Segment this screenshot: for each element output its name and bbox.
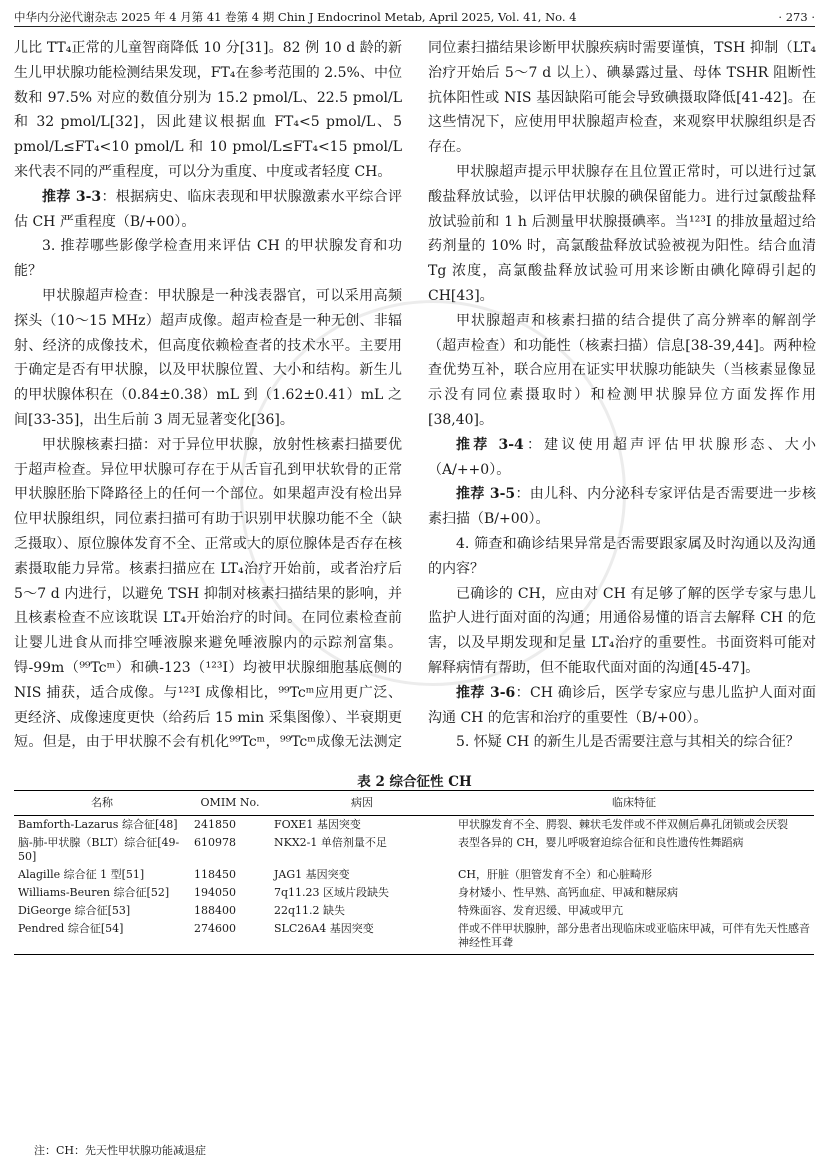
cause-cell: 7q11.23 区域片段缺失 xyxy=(274,886,390,899)
syndrome-name-cell: Bamforth-Lazarus 综合征[48] xyxy=(18,818,178,831)
omim-cell: 188400 xyxy=(194,904,236,917)
body-paragraph: 4. 筛查和确诊结果异常是否需要跟家属及时沟通以及沟通的内容？ xyxy=(428,535,816,577)
body-paragraph: 已确诊的 CH，应由对 CH 有足够了解的医学专家与患儿监护人进行面对面的沟通；用通俗易懂的语言去解释 CH 的危害，以及早期发现和足量 LT₄治疗的重要性。书面资料可能对解释病情有帮助，但不能取代面对面的沟通[45-47]。 xyxy=(428,585,816,676)
cause-cell: FOXE1 基因突变 xyxy=(274,818,361,831)
syndrome-name-cell: Williams-Beuren 综合征[52] xyxy=(18,886,170,899)
clinical-features-cell: 甲状腺发育不全、腭裂、棘状毛发伴或不伴双侧后鼻孔闭锁或会厌裂 xyxy=(458,818,788,831)
col-header-omim: OMIM No. xyxy=(190,791,270,816)
cause-cell: NKX2-1 单倍剂量不足 xyxy=(274,836,387,849)
omim-cell: 118450 xyxy=(194,868,236,881)
body-paragraph: 甲状腺超声和核素扫描的结合提供了高分辨率的解剖学（超声检查）和功能性（核素扫描）信息[38-39,44]。两种检查优势互补，联合应用在证实甲状腺功能缺失（当核素显像显示没有同位素摄取时）和检测甲状腺异位方面发挥作用[38,40]。 xyxy=(428,312,816,428)
recommendation-text: ：由儿科、内分泌科专家评估是否需要进一步核素扫描（B/+00）。 xyxy=(428,486,816,528)
body-paragraph: 甲状腺超声检查：甲状腺是一种浅表器官，可以采用高频探头（10～15 MHz）超声成像。超声检查是一种无创、非辐射、经济的成像技术，但高度依赖检查者的技术水平。主要用于确定是否有甲状腺，以及甲状腺位置、大小和结构。新生儿的甲状腺体积在（0.84±0.38）mL 到（1.62±0.41）mL 之间[33-35]，出生后前 3 周无显著变化[36]。 xyxy=(14,287,402,428)
body-paragraph: 甲状腺超声提示甲状腺存在且位置正常时，可以进行过氯酸盐释放试验，以评估甲状腺的碘保留能力。进行过氯酸盐释放试验前和 1 h 后测量甲状腺摄碘率。当¹²³I 的排放量超过给药剂量的 10% 时，高氯酸盐释放试验被视为阳性。结合血清 Tg 浓度，高氯酸盐释放试验可用来诊断由碘化障碍引起的 CH[43]。 xyxy=(428,163,816,304)
table-row xyxy=(14,920,814,955)
syndrome-name-cell: Alagille 综合征 1 型[51] xyxy=(18,868,145,881)
table-row xyxy=(14,816,814,835)
journal-citation: 中华内分泌代谢杂志 2025 年 4 月第 41 卷第 4 期 Chin J Endocrinol Metab, April 2025, Vol. 41, No. 4 xyxy=(14,10,577,24)
recommendation-label: 推荐 3-4 xyxy=(456,436,524,453)
running-header xyxy=(14,8,815,27)
cause-cell: SLC26A4 基因突变 xyxy=(270,920,454,955)
clinical-features-cell: CH，肝脏（胆管发育不全）和心脏畸形 xyxy=(458,868,653,881)
col-header-features: 临床特征 xyxy=(454,791,814,816)
table-row xyxy=(14,902,814,920)
col-header-cause: 病因 xyxy=(270,791,454,816)
recommendation-label: 推荐 3-3 xyxy=(42,188,102,205)
table-header-row xyxy=(14,791,814,816)
table-title: 表 2 综合征性 CH xyxy=(357,774,472,790)
clinical-features-cell: 特殊面容、发育迟缓、甲减或甲亢 xyxy=(458,904,623,917)
cause-cell: JAG1 基因突变 xyxy=(274,868,350,881)
omim-cell: 194050 xyxy=(194,886,236,899)
omim-cell: 274600 xyxy=(190,920,270,955)
recommendation-label: 推荐 3-6 xyxy=(456,684,516,701)
table-footnote: 注：CH：先天性甲状腺功能减退症 xyxy=(34,1144,207,1157)
table-row xyxy=(14,884,814,902)
syndrome-name-cell: DiGeorge 综合征[53] xyxy=(18,904,131,917)
syndrome-name-cell: 脑-肺-甲状腺（BLT）综合征[49-50] xyxy=(18,836,180,863)
body-paragraph: 儿比 TT₄正常的儿童智商降低 10 分[31]。82 例 10 d 龄的新生儿甲状腺功能检测结果发现，FT₄在参考范围的 2.5%、中位数和 97.5% 对应的数值分别为 15.2 pmol/L、22.5 pmol/L 和 32 pmol/L[32]，因此建议根据血 FT₄<5 pmol/L、5 pmol/L≤FT₄<10 pmol/L 和 10 pmol/L≤FT₄<15 pmol/L 来代表不同的严重程度，可以分为重度、中度或者轻度 CH。 xyxy=(14,40,402,180)
body-paragraph: 同位素扫描结果诊断甲状腺疾病时需要谨慎，TSH 抑制（LT₄治疗开始后 5～7 d 以上）、碘暴露过量、母体 TSHR 阻断性抗体阳性或 NIS 基因缺陷可能会导致碘摄取降低[41-42]。在这些情况下，应使用甲状腺超声检查，来观察甲状腺组织是否存在。 xyxy=(428,40,816,156)
recommendation xyxy=(428,482,816,532)
syndromic-ch-table xyxy=(14,790,814,955)
table-row xyxy=(14,834,814,866)
omim-cell: 610978 xyxy=(194,836,236,849)
table-row xyxy=(14,866,814,884)
clinical-features-cell: 表型各异的 CH，婴儿呼吸窘迫综合征和良性遗传性舞蹈病 xyxy=(458,836,744,849)
recommendation-label: 推荐 3-5 xyxy=(456,486,516,503)
body-paragraph: 甲状腺核素扫描：对于异位甲状腺，放射性核素扫描要优于超声检查。异位甲状腺可存在于从舌盲孔到甲状软骨的正常甲状腺胚胎下降路径上的任何一个部位。如果超声没有检出异位甲状腺组织，同位素扫描可有助于识别甲状腺功能不全（缺乏摄取）、原位腺体发育不全、正常或大的原位腺体是否存在核素摄取能力异常。核素扫描应在 LT₄治疗开始前，或者治疗后 5～7 d 内进行，以避免 TSH 抑制对核素扫描结果的影响，并且核素检查不应该耽误 LT₄开始治疗的时间。在同位素检查前让婴儿进食从而排空唾液腺来避免唾液腺内的示踪剂富集。锝-99m（⁹⁹Tcᵐ）和碘-123（¹²³I）均被甲状腺细胞基底侧的 NIS 捕获，适合成像。与¹²³I 成像相比，⁹⁹Tcᵐ应用更广泛、更经济、成像速度更快（给药后 15 min 采集图像）、半衰期更短。但是，由于甲状腺不会有机化⁹⁹Tcᵐ，⁹⁹Tcᵐ成像无法测定 xyxy=(14,436,402,751)
col-header-name: 名称 xyxy=(14,791,190,816)
recommendation xyxy=(428,681,816,731)
omim-cell: 241850 xyxy=(194,818,236,831)
page-number: · 273 · xyxy=(778,10,815,24)
clinical-features-cell: 伴或不伴甲状腺肿，部分患者出现临床或亚临床甲减，可伴有先天性感音神经性耳聋 xyxy=(454,920,814,955)
left-column xyxy=(14,36,402,754)
body-paragraph: 3. 推荐哪些影像学检查用来评估 CH 的甲状腺发育和功能？ xyxy=(14,238,402,280)
syndrome-name-cell: Pendred 综合征[54] xyxy=(14,920,190,955)
recommendation-text: ：CH 确诊后，医学专家应与患儿监护人面对面沟通 CH 的危害和治疗的重要性（B/+00）。 xyxy=(428,684,816,726)
recommendation xyxy=(14,185,402,235)
recommendation-text: ：建议使用超声评估甲状腺形态、大小（A/++0）。 xyxy=(428,436,816,478)
recommendation-text: ：根据病史、临床表现和甲状腺激素水平综合评估 CH 严重程度（B/+00）。 xyxy=(14,188,402,230)
right-column xyxy=(428,36,816,754)
cause-cell: 22q11.2 缺失 xyxy=(274,904,346,917)
clinical-features-cell: 身材矮小、性早熟、高钙血症、甲减和糖尿病 xyxy=(458,886,678,899)
recommendation xyxy=(428,433,816,483)
body-paragraph: 5. 怀疑 CH 的新生儿是否需要注意与其相关的综合征？ xyxy=(456,734,800,751)
